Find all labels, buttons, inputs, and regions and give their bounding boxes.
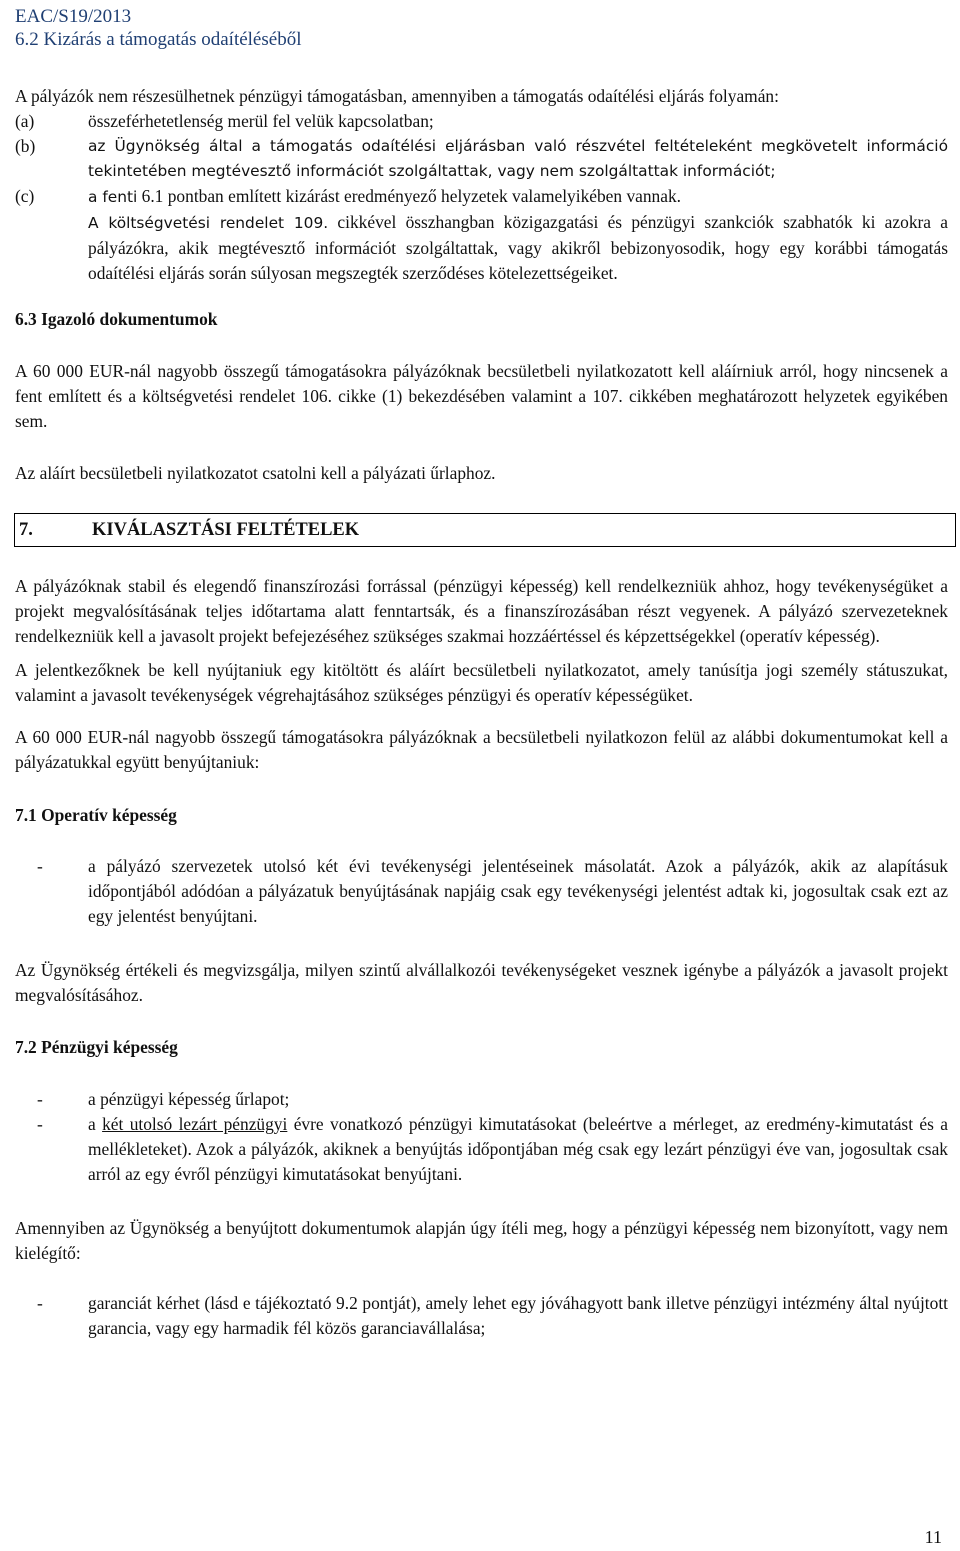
bullet-dash: - <box>37 856 43 876</box>
doc-reference: EAC/S19/2013 <box>15 6 132 27</box>
item-text <box>88 184 948 210</box>
bullet-text: garanciát kérhet (lásd e tájékoztató 9.2 pontját), amely lehet egy jóváhagyott bank illetve pénzügyi intézmény által nyújtott garancia, vagy egy harmadik fél közös garanciavállalása; <box>88 1293 948 1338</box>
bullet-dash: - <box>37 1293 43 1313</box>
bullet-text: a két utolsó lezárt pénzügyi évre vonatkozó pénzügyi kimutatásokat (beleértve a mérleget, az eredmény-kimutatást és a mellékleteket). Azok a pályázók, akiknek a benyújtás időpontjában még csak egy lezárt pénzügyi éve van, jogosultak csak arról az egy évről pénzügyi kimutatásokat benyújtani. <box>88 1114 948 1184</box>
operative-bullet-1 <box>15 854 948 929</box>
section-7-paragraph-1: A pályázóknak stabil és elegendő finanszírozási forrással (pénzügyi képesség) kell rendelkezniük ahhoz, hogy tevékenységüket a projekt megvalósításának teljes időtartama alatt fenntartsák, és a finanszírozásában részt vegyenek. A pályázó szervezeteknek rendelkezniük kell a javasolt projekt befejezéséhez szükséges szakmai hozzáértéssel és képzettségekkel (operatív képesség). <box>15 576 948 646</box>
section-7-paragraph-2: A jelentkezőknek be kell nyújtaniuk egy kitöltött és aláírt becsületbeli nyilatkozatot, amely tanúsítja jogi személy státuszukat, valamint a javasolt tevékenységek végrehajtásához szükséges pénzügyi és operatív képességüket. <box>15 660 948 705</box>
section-6-3-title: 6.3 Igazoló dokumentumok <box>15 309 218 329</box>
exclusion-item-c <box>15 184 948 210</box>
item-text-main: 6.1 pontban említett kizárást eredményező helyzetek valamelyikében vannak. <box>141 186 682 206</box>
section-7-1-title: 7.1 Operatív képesség <box>15 805 177 825</box>
item-text: összeférhetetlenség merül fel velük kapcsolatban; <box>88 111 434 131</box>
section-7-1-paragraph: Az Ügynökség értékeli és megvizsgálja, milyen szintű alvállalkozói tevékenységeket vesznek igénybe a pályázók a javasolt projekt megvalósításához. <box>15 960 948 1005</box>
sanction-lead: A költségvetési rendelet 109. <box>88 214 329 232</box>
item-text-lead: a fenti <box>88 188 138 206</box>
page-number: 11 <box>924 1527 942 1547</box>
section-6-2-title: 6.2 Kizárás a támogatás odaítéléséből <box>15 29 302 50</box>
section-6-3-paragraph-1: A 60 000 EUR-nál nagyobb összegű támogatásokra pályázóknak becsületbeli nyilatkozatott kell aláírniuk arról, hogy nincsenek a fent említett és a költségvetési rendelet 106. cikke (1) bekezdésében valamint a 107. cikkében meghatározott helyzetek egyikében sem. <box>15 361 948 431</box>
section-7-heading-box <box>14 513 956 547</box>
financial-bullet-1 <box>15 1087 948 1112</box>
financial-bullet-2 <box>15 1112 948 1187</box>
underlined-phrase: két utolsó lezárt pénzügyi <box>102 1114 288 1134</box>
item-label: (c) <box>15 186 35 206</box>
section-7-2-paragraph: Amennyiben az Ügynökség a benyújtott dokumentumok alapján úgy ítéli meg, hogy a pénzügyi képesség nem bizonyított, vagy nem kielégítő: <box>15 1218 948 1263</box>
document-page <box>15 6 948 1341</box>
section-6-2-intro: A pályázók nem részesülhetnek pénzügyi támogatásban, amennyiben a támogatás odaítélési eljárás folyamán: <box>15 86 779 106</box>
section-7-2-title: 7.2 Pénzügyi képesség <box>15 1037 178 1057</box>
sanction-text: cikkével összhangban közigazgatási és pénzügyi szankciók szabhatók ki azokra a pályázókra, akik megtévesztő információt szolgáltattak, vagy akikről bebizonyosodik, hogy egy korábbi támogatás odaítélési eljárás során súlyosan megszegték szerződéses kötelezettségeiket. <box>88 212 948 283</box>
exclusion-item-b <box>15 134 948 184</box>
financial-bullet-3 <box>15 1291 948 1341</box>
item-label: (a) <box>15 111 35 131</box>
item-label: (b) <box>15 136 36 156</box>
bullet-dash: - <box>37 1114 43 1134</box>
exclusion-item-a <box>15 109 948 134</box>
section-7-paragraph-3: A 60 000 EUR-nál nagyobb összegű támogatásokra pályázóknak a becsületbeli nyilatkozon felül az alábbi dokumentumokat kell a pályázatukkal együtt benyújtaniuk: <box>15 727 948 772</box>
sanctions-paragraph <box>15 210 948 286</box>
section-7-title: KIVÁLASZTÁSI FELTÉTELEK <box>92 519 360 540</box>
bullet-text: a pénzügyi képesség űrlapot; <box>88 1089 290 1109</box>
bullet-dash: - <box>37 1089 43 1109</box>
section-7-number: 7. <box>19 519 33 540</box>
section-6-3-paragraph-2: Az aláírt becsületbeli nyilatkozatot csatolni kell a pályázati űrlaphoz. <box>15 463 496 483</box>
bullet-text: a pályázó szervezetek utolsó két évi tevékenységi jelentéseinek másolatát. Azok a pályázók, akik az alapításuk időpontjából adódóan a pályázatuk benyújtásának napjáig csak egy tevékenységi jelentést adtak ki, jogosultak csak ezt az egy jelentést benyújtani. <box>88 856 948 926</box>
item-text: az Ügynökség által a támogatás odaítélési eljárásban való részvétel feltételeként megkövetelt információ tekintetében megtévesztő információt szolgáltattak, vagy nem szolgáltattak információt; <box>88 137 948 180</box>
